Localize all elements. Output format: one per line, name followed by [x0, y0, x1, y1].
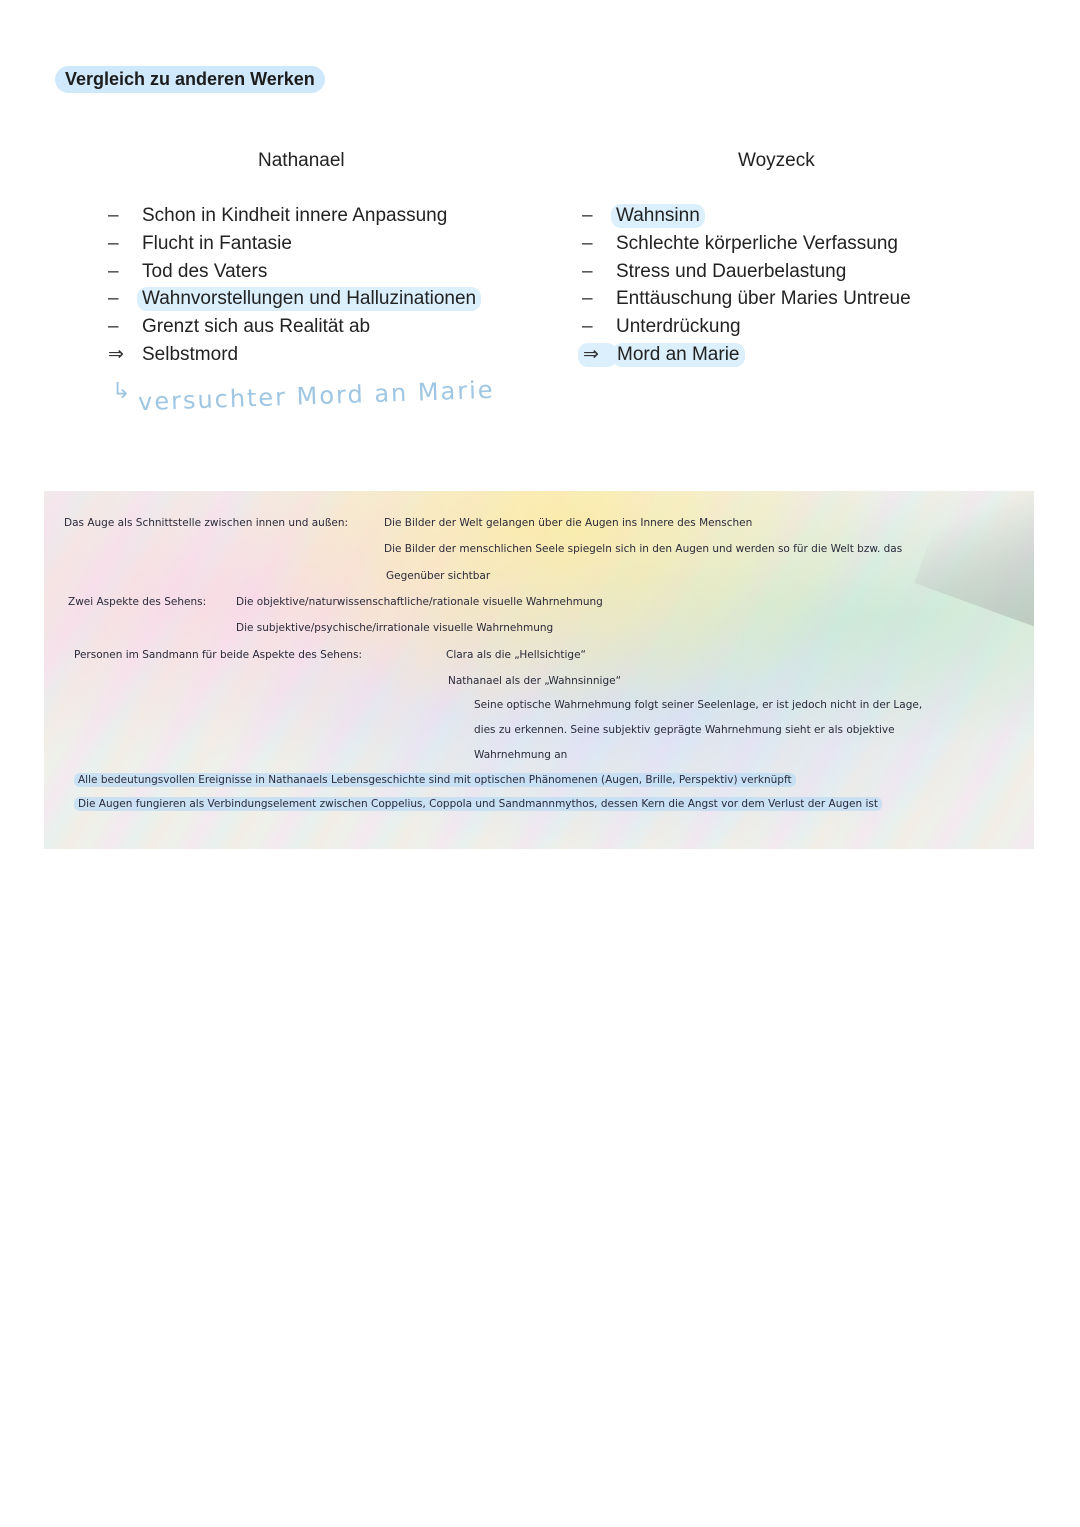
list-item: – Wahnvorstellungen und Halluzinationen	[108, 287, 481, 315]
woyzeck-heading: Woyzeck	[738, 150, 815, 171]
nathanael-heading: Nathanael	[258, 150, 345, 171]
handwritten-note: versuchter Mord an Marie	[137, 375, 495, 417]
note-line: Alle bedeutungsvollen Ereignisse in Nathanaels Lebensgeschichte sind mit optischen Phänomenen (Augen, Brille, Perspektiv) verknüpft	[74, 773, 796, 787]
list-item: ⇒ Selbstmord	[108, 343, 239, 365]
note-line: Die Bilder der Welt gelangen über die Augen ins Innere des Menschen	[384, 517, 753, 529]
list-item: – Schlechte körperliche Verfassung	[582, 232, 898, 254]
note-line: Clara als die „Hellsichtige“	[446, 649, 586, 661]
note-line: Zwei Aspekte des Sehens:	[68, 596, 207, 608]
note-line: Die Bilder der menschlichen Seele spiegeln sich in den Augen und werden so für die Welt bzw. das	[384, 543, 903, 555]
list-item: ⇒ Mord an Marie	[582, 343, 911, 371]
list-item: – Stress und Dauerbelastung	[582, 260, 847, 282]
notes-photo	[44, 491, 1034, 849]
list-item: – Unterdrückung	[582, 316, 741, 338]
list-item: – Wahnsinn	[582, 204, 911, 232]
screen-glare	[914, 491, 1034, 631]
note-line: Wahrnehmung an	[474, 749, 568, 761]
nathanael-list	[108, 204, 481, 371]
note-line: Das Auge als Schnittstelle zwischen innen und außen:	[64, 517, 349, 529]
note-line: dies zu erkennen. Seine subjektiv geprägte Wahrnehmung sieht er als objektive	[474, 724, 895, 736]
list-item: – Flucht in Fantasie	[108, 232, 292, 254]
list-item: – Schon in Kindheit innere Anpassung	[108, 205, 448, 226]
note-line: Die Augen fungieren als Verbindungselement zwischen Coppelius, Coppola und Sandmannmythos, dessen Kern die Angst vor dem Verlust der Augen ist	[74, 797, 882, 811]
woyzeck-list	[582, 204, 911, 371]
list-item: – Grenzt sich aus Realität ab	[108, 316, 371, 338]
list-item: – Tod des Vaters	[108, 260, 268, 282]
note-line: Personen im Sandmann für beide Aspekte des Sehens:	[74, 649, 363, 661]
note-line: Die subjektive/psychische/irrationale visuelle Wahrnehmung	[236, 622, 554, 634]
note-line: Nathanael als der „Wahnsinnige“	[448, 675, 622, 687]
list-item: – Enttäuschung über Maries Untreue	[582, 288, 911, 310]
handwritten-arrow-icon: ↳	[112, 378, 131, 403]
note-line: Gegenüber sichtbar	[386, 570, 491, 582]
note-line: Seine optische Wahrnehmung folgt seiner Seelenlage, er ist jedoch nicht in der Lage,	[474, 699, 923, 711]
page-title: Vergleich zu anderen Werken	[55, 66, 325, 93]
note-line: Die objektive/naturwissenschaftliche/rationale visuelle Wahrnehmung	[236, 596, 603, 608]
